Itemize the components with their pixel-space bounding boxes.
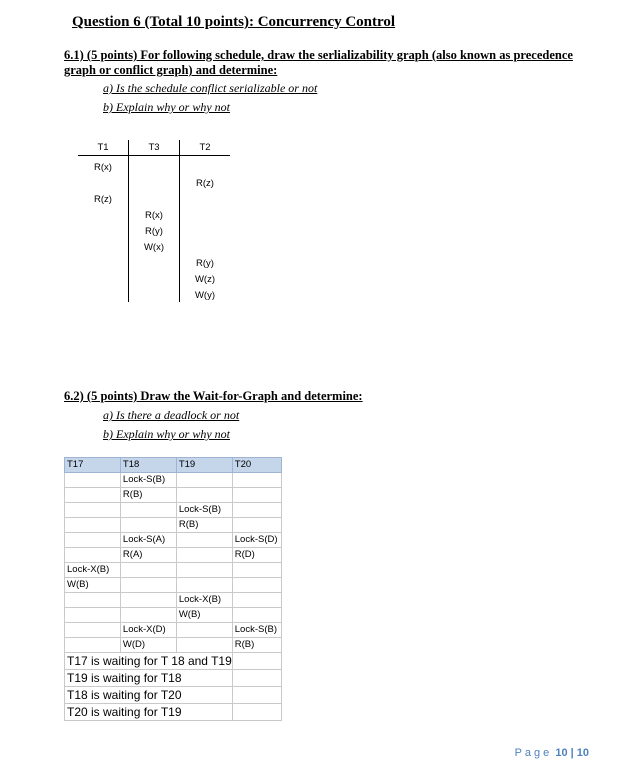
table-cell: R(B) xyxy=(120,488,176,503)
schedule-op: W(x) xyxy=(143,242,165,253)
q62-part-b: b) Explain why or why not xyxy=(103,427,230,441)
waiting-note: T18 is waiting for T20 xyxy=(65,687,233,704)
schedule-col-header-t2: T2 xyxy=(199,142,211,153)
table-cell xyxy=(65,488,121,503)
lock-schedule-table xyxy=(64,457,282,721)
table-cell xyxy=(232,578,281,593)
table-cell xyxy=(176,623,232,638)
table-cell: Lock-S(D) xyxy=(232,533,281,548)
waiting-note: T17 is waiting for T 18 and T19 xyxy=(65,653,233,670)
table-cell: W(B) xyxy=(65,578,121,593)
waiting-note-row xyxy=(65,670,282,687)
table-cell xyxy=(120,563,176,578)
table-cell: Lock-X(B) xyxy=(65,563,121,578)
table-row xyxy=(65,638,282,653)
table-cell: R(B) xyxy=(232,638,281,653)
table-row xyxy=(65,548,282,563)
table-cell xyxy=(176,563,232,578)
table-cell xyxy=(65,548,121,563)
schedule-op: R(z) xyxy=(94,194,112,205)
question-title: Question 6 (Total 10 points): Concurrency Control xyxy=(72,14,396,30)
q62-part-a: a) Is there a deadlock or not xyxy=(103,408,240,422)
table-cell xyxy=(65,608,121,623)
table-row xyxy=(65,533,282,548)
table-cell: R(B) xyxy=(176,518,232,533)
table-row xyxy=(65,578,282,593)
table-cell xyxy=(176,473,232,488)
table-cell xyxy=(232,563,281,578)
column-header: T19 xyxy=(176,458,232,473)
table-cell xyxy=(176,548,232,563)
table-row xyxy=(65,488,282,503)
schedule-col-divider xyxy=(128,140,129,302)
table-cell xyxy=(65,593,121,608)
schedule-header-rule xyxy=(78,155,230,156)
waiting-note-row xyxy=(65,687,282,704)
table-cell: Lock-S(B) xyxy=(232,623,281,638)
table-cell xyxy=(232,704,281,721)
q62-heading: 6.2) (5 points) Draw the Wait-for-Graph and determine: xyxy=(64,389,363,403)
schedule-op: R(y) xyxy=(196,258,214,269)
table-cell xyxy=(232,608,281,623)
table-cell xyxy=(65,503,121,518)
waiting-note-row xyxy=(65,704,282,721)
table-row xyxy=(65,593,282,608)
table-cell: Lock-S(B) xyxy=(176,503,232,518)
table-cell xyxy=(232,503,281,518)
table-cell xyxy=(176,533,232,548)
table-cell xyxy=(232,687,281,704)
table-cell xyxy=(232,473,281,488)
table-cell xyxy=(65,533,121,548)
table-cell xyxy=(65,623,121,638)
table-cell: Lock-X(D) xyxy=(120,623,176,638)
table-cell xyxy=(232,593,281,608)
schedule-col-header-t3: T3 xyxy=(148,142,160,153)
schedule-table xyxy=(78,140,230,302)
schedule-op: W(z) xyxy=(194,274,216,285)
table-cell xyxy=(232,670,281,687)
table-cell xyxy=(65,518,121,533)
table-cell xyxy=(65,473,121,488)
schedule-op: W(y) xyxy=(194,290,216,301)
schedule-op: R(y) xyxy=(145,226,163,237)
table-row xyxy=(65,518,282,533)
table-cell xyxy=(176,488,232,503)
table-cell: Lock-S(A) xyxy=(120,533,176,548)
table-cell xyxy=(176,578,232,593)
page-footer xyxy=(515,747,589,759)
table-cell xyxy=(120,503,176,518)
table-cell: W(B) xyxy=(176,608,232,623)
table-row xyxy=(65,503,282,518)
table-cell: R(A) xyxy=(120,548,176,563)
table-row xyxy=(65,623,282,638)
table-cell xyxy=(65,638,121,653)
waiting-note: T20 is waiting for T19 xyxy=(65,704,233,721)
table-cell: Lock-X(B) xyxy=(176,593,232,608)
table-row xyxy=(65,563,282,578)
schedule-op: R(z) xyxy=(196,178,214,189)
table-cell: Lock-S(B) xyxy=(120,473,176,488)
waiting-note-row xyxy=(65,653,282,670)
q61-part-a: a) Is the schedule conflict serializable or not xyxy=(103,81,318,95)
column-header: T20 xyxy=(232,458,281,473)
table-cell xyxy=(120,608,176,623)
table-cell xyxy=(176,638,232,653)
table-cell xyxy=(120,578,176,593)
q61-heading: 6.1) (5 points) For following schedule, draw the serlializability graph (also known as precedence graph or conflict graph) and determine: xyxy=(64,48,573,77)
table-header-row xyxy=(65,458,282,473)
table-row xyxy=(65,473,282,488)
column-header: T17 xyxy=(65,458,121,473)
column-header: T18 xyxy=(120,458,176,473)
waiting-note: T19 is waiting for T18 xyxy=(65,670,233,687)
table-cell: W(D) xyxy=(120,638,176,653)
q61-part-b: b) Explain why or why not xyxy=(103,100,230,114)
table-cell xyxy=(232,518,281,533)
page-label: Page xyxy=(514,747,553,759)
table-cell xyxy=(120,518,176,533)
schedule-col-header-t1: T1 xyxy=(97,142,109,153)
page-number: 10 | 10 xyxy=(555,747,589,759)
table-cell xyxy=(120,593,176,608)
schedule-op: R(x) xyxy=(145,210,163,221)
table-cell xyxy=(232,488,281,503)
table-cell xyxy=(232,653,281,670)
schedule-op: R(x) xyxy=(94,162,112,173)
table-cell: R(D) xyxy=(232,548,281,563)
table-row xyxy=(65,608,282,623)
